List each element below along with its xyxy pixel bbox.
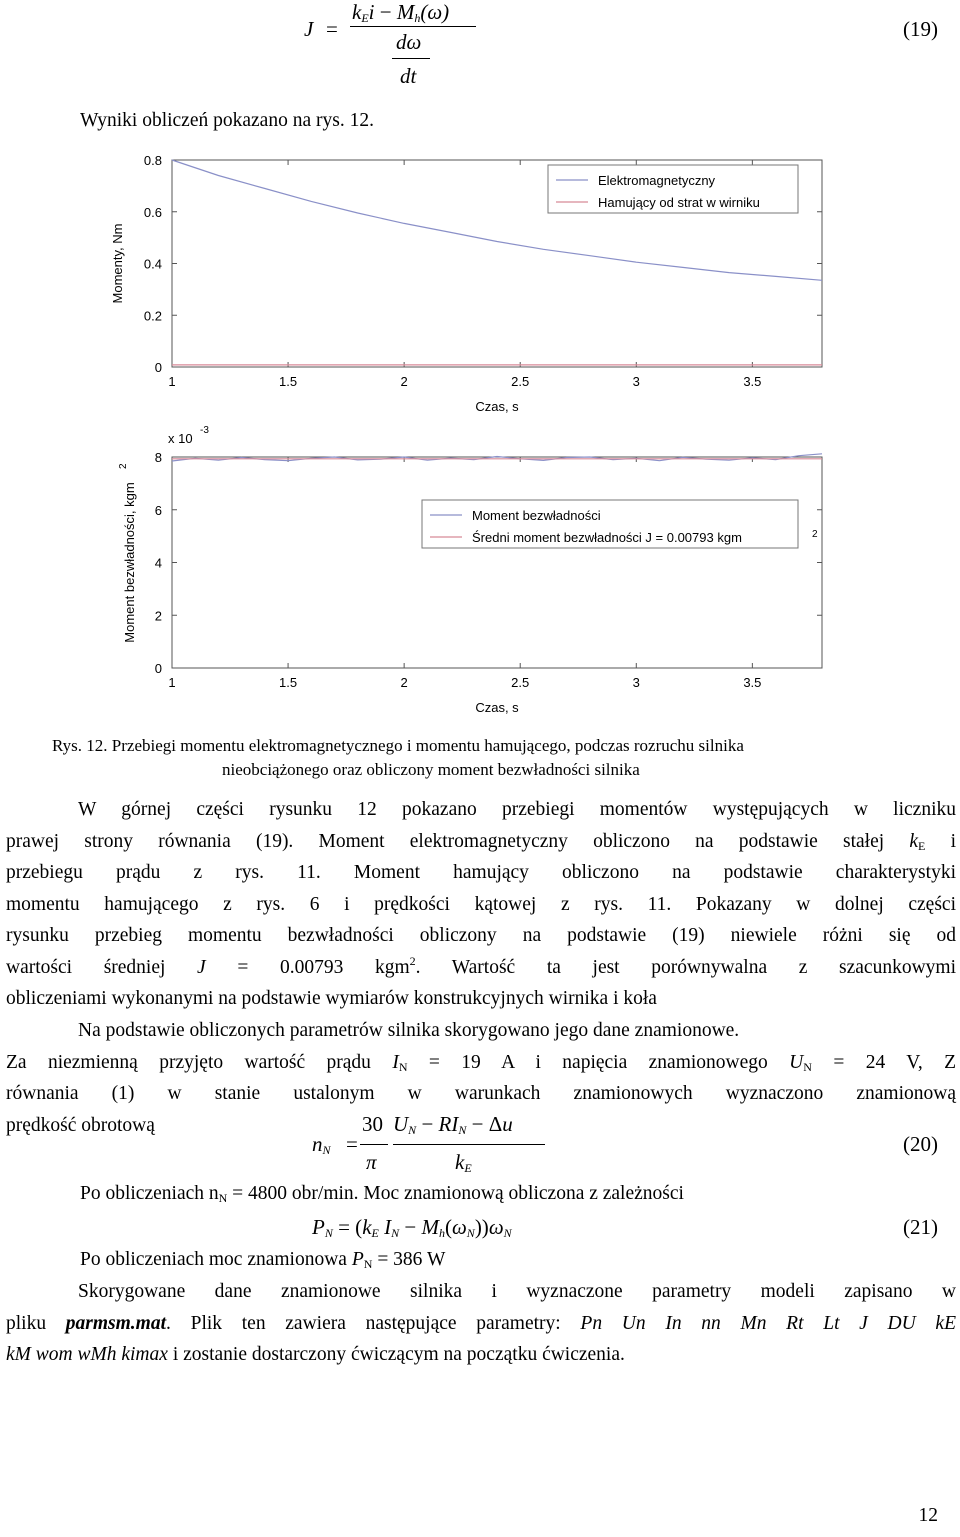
eq20-num: $U_N - RI_N - \Delta u$ bbox=[393, 1112, 513, 1137]
after20-b: = 4800 obr/min. Moc znamionową obliczona z zależności bbox=[227, 1183, 684, 1204]
p1-line: = 0.00793 kgm bbox=[205, 956, 410, 978]
x-tick-label: 1.5 bbox=[279, 374, 298, 389]
y-tick-label: 0 bbox=[154, 661, 162, 676]
page-number: 12 bbox=[918, 1505, 938, 1526]
y-tick-label: 2 bbox=[154, 608, 162, 624]
eq20-n: n bbox=[312, 1132, 323, 1156]
p2-line: równania (1) w stanie ustalonym w warunkach znamionowych wyznaczono znamionową bbox=[6, 1083, 956, 1104]
x-tick-label: 2 bbox=[400, 675, 408, 690]
chart-inertia bbox=[100, 420, 840, 725]
p1-line: W górnej części rysunku 12 pokazano przebiegi momentów występujących w liczniku bbox=[78, 799, 956, 820]
p1-kE-sub: E bbox=[918, 838, 926, 853]
x-axis-label: Czas, s bbox=[475, 700, 519, 715]
y-tick-label: 0.2 bbox=[143, 308, 162, 324]
p2-UN-sub: N bbox=[803, 1059, 812, 1074]
eq19-equals: = bbox=[326, 17, 338, 41]
p3-line: Skorygowane dane znamionowe silnika i wyznaczone parametry modeli zapisano w bbox=[78, 1281, 956, 1302]
x-tick-label: 1.5 bbox=[279, 675, 298, 690]
p3-file: parmsm.mat bbox=[65, 1312, 167, 1334]
caption-line1: Przebiegi momentu elektromagnetycznego i momentu hamującego, podczas rozruchu silnika bbox=[111, 736, 744, 755]
legend-entry: Elektromagnetyczny bbox=[598, 173, 716, 188]
eq20-den: $k_E$ bbox=[455, 1150, 472, 1175]
y-axis-label: Momenty, Nm bbox=[110, 223, 125, 304]
p1-line: . Wartość ta jest porównywalna z szacunkowymi bbox=[415, 956, 956, 978]
paragraph-1 bbox=[6, 794, 956, 1015]
y-axis-label-sup: 2 bbox=[118, 463, 129, 469]
p3-line: . Plik ten zawiera następujące parametry: bbox=[166, 1312, 581, 1334]
axis-scale-exp: -3 bbox=[200, 425, 209, 436]
plot-frame bbox=[172, 457, 822, 668]
equation-20 bbox=[0, 1110, 960, 1185]
p3-line: pliku bbox=[6, 1312, 66, 1334]
paragraph-3 bbox=[6, 1276, 956, 1371]
p3-params: Pn Un In nn Mn Rt Lt J DU kE bbox=[580, 1312, 956, 1334]
p1-line: rysunku przebieg momentu bezwładności obliczony na podstawie (19) niewiele różni się od bbox=[6, 925, 956, 946]
after21-P: P bbox=[351, 1249, 364, 1270]
p2-line: Za niezmienną przyjęto wartość prądu bbox=[6, 1051, 393, 1073]
eq20-number: (20) bbox=[903, 1132, 938, 1156]
eq20-n-sub: N bbox=[322, 1143, 331, 1157]
p1-line: momentu hamującego z rys. 6 i prędkości kątowej z rys. 11. Pokazany w dolnej części bbox=[6, 893, 956, 915]
x-tick-label: 2.5 bbox=[511, 675, 530, 690]
after21-sub: N bbox=[363, 1257, 373, 1271]
p1-line: i bbox=[925, 830, 956, 852]
p1-sup: 2 bbox=[409, 953, 416, 968]
after20-a: Po obliczeniach n bbox=[80, 1183, 219, 1204]
equation-19 bbox=[300, 0, 960, 95]
legend-entry: Hamujący od strat w wirniku bbox=[598, 195, 760, 210]
x-tick-label: 1 bbox=[168, 374, 176, 389]
eq19-number: (19) bbox=[903, 17, 938, 41]
p1-line: wartości średniej bbox=[6, 956, 198, 978]
p2-IN: I bbox=[392, 1051, 399, 1073]
eq19-inner-fraction-bar bbox=[392, 58, 430, 59]
after-eq20 bbox=[80, 1183, 684, 1205]
y-tick-label: 0 bbox=[154, 360, 162, 375]
after21-a: Po obliczeniach moc znamionowa bbox=[80, 1249, 352, 1270]
p2-line: prędkość obrotową bbox=[6, 1114, 155, 1136]
after20-sub: N bbox=[218, 1191, 228, 1205]
legend-entry-sup: 2 bbox=[812, 529, 818, 540]
caption-line2: nieobciążonego oraz obliczony moment bezwładności silnika bbox=[222, 760, 640, 779]
p2-line: = 24 V, Z bbox=[811, 1051, 956, 1073]
eq21-number: (21) bbox=[903, 1215, 938, 1239]
p1-line: prawej strony równania (19). Moment elektromagnetyczny obliczono na podstawie stałej bbox=[6, 830, 910, 852]
chart-moments bbox=[100, 140, 840, 430]
y-tick-label: 4 bbox=[154, 555, 162, 571]
p2-line: = 19 A i napięcia znamionowego bbox=[407, 1051, 790, 1073]
y-tick-label: 6 bbox=[154, 502, 162, 518]
eq19-main-fraction-bar bbox=[350, 26, 476, 27]
p2-line: Na podstawie obliczonych parametrów silnika skorygowano jego dane znamionowe. bbox=[78, 1020, 740, 1041]
x-tick-label: 3.5 bbox=[743, 675, 762, 690]
x-tick-label: 2.5 bbox=[511, 374, 530, 389]
p3-params2: kM wom wMh kimax bbox=[6, 1344, 168, 1365]
legend-entry: Moment bezwładności bbox=[472, 508, 601, 523]
eq19-dt: dt bbox=[400, 64, 417, 88]
eq19-dw: dω bbox=[396, 30, 422, 54]
y-tick-label: 0.8 bbox=[143, 153, 162, 168]
eq19-numerator: $k_Ei - M_h(\omega)$ bbox=[352, 0, 450, 25]
eq20-equals: = bbox=[346, 1132, 358, 1156]
p1-line: przebiegu prądu z rys. 11. Moment hamujący obliczono na podstawie charakterystyki bbox=[6, 862, 956, 883]
intro-text: Wyniki obliczeń pokazano na rys. 12. bbox=[80, 110, 374, 131]
after-eq21 bbox=[80, 1249, 445, 1271]
eq20-coef-bar bbox=[360, 1144, 388, 1145]
equation-21 bbox=[0, 1213, 960, 1247]
p1-line: obliczeniami wykonanymi na podstawie wymiarów konstrukcyjnych wirnika i koła bbox=[6, 988, 657, 1009]
p1-kE: k bbox=[909, 830, 919, 852]
legend-entry: Średni moment bezwładności J = 0.00793 kgm bbox=[472, 530, 742, 545]
x-tick-label: 3.5 bbox=[743, 374, 762, 389]
x-tick-label: 2 bbox=[400, 374, 408, 389]
x-tick-label: 1 bbox=[168, 675, 176, 690]
p2-IN-sub: N bbox=[398, 1059, 408, 1074]
x-tick-label: 3 bbox=[632, 374, 640, 389]
after21-b: = 386 W bbox=[372, 1249, 446, 1270]
eq20-coef-den: π bbox=[366, 1150, 377, 1174]
y-tick-label: 0.6 bbox=[143, 204, 162, 220]
y-axis-label: Moment bezwładności, kgm bbox=[122, 482, 137, 643]
eq20-bar bbox=[393, 1144, 545, 1145]
eq20-coef-num: 30 bbox=[362, 1112, 383, 1136]
p1-J: J bbox=[197, 956, 206, 978]
p2-UN: U bbox=[789, 1051, 804, 1073]
y-tick-label: 0.4 bbox=[143, 256, 162, 272]
y-tick-label: 8 bbox=[154, 450, 162, 465]
eq20-lhs bbox=[312, 1132, 331, 1157]
caption-label: Rys. 12. bbox=[52, 736, 108, 755]
figure-caption bbox=[52, 734, 932, 782]
eq21-body: $P_N = (k_E$ $I_N - M_h(\omega_N))\omega_N$ bbox=[312, 1215, 512, 1240]
x-tick-label: 3 bbox=[632, 675, 640, 690]
x-axis-label: Czas, s bbox=[475, 399, 519, 414]
p3-line: i zostanie dostarczony ćwiczącym na początku ćwiczenia. bbox=[167, 1344, 625, 1365]
axis-scale-label: x 10 bbox=[168, 431, 193, 446]
eq19-lhs: J bbox=[304, 17, 314, 41]
